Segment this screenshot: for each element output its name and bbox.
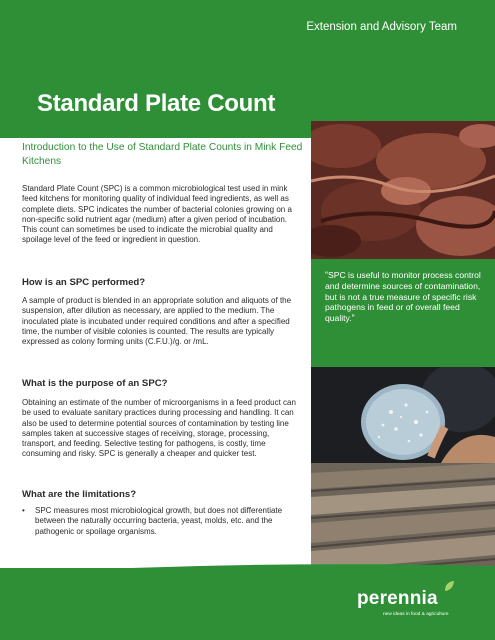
limitations-bullet-text: SPC measures most microbiological growth, but does not differentiate between the naturally occurring bacteria, yeast, molds, etc. and the pathogenic or spoilage organisms. (35, 506, 283, 536)
logo-tagline: new ideas in food & agriculture (383, 612, 449, 617)
pull-quote (325, 270, 489, 324)
heading-limitations: What are the limitations? (22, 489, 137, 500)
heading-how-performed: How is an SPC performed? (22, 277, 146, 288)
quote-open-mark: “ (325, 270, 328, 280)
paragraph-purpose: Obtaining an estimate of the number of microorganisms in a feed product can be used to evaluate sanitary practices during processing and handling. It can also be used to determine potential sources of contamination by testing line samples taken at successive stages of receiving, storage, processing, transport, and feeding. Selective testing for pathogens, is costly, time consuming and risky. SPC is generally a cheaper and quicker test. (22, 398, 296, 459)
quote-close-mark: ” (351, 313, 355, 324)
leaf-icon (443, 580, 455, 592)
intro-subtitle: Introduction to the Use of Standard Plate Counts in Mink Feed Kitchens (22, 142, 303, 167)
limitations-bullet (22, 506, 304, 537)
paragraph-spc-overview: Standard Plate Count (SPC) is a common microbiological test used in mink feed kitchens for monitoring quality of individual feed ingredients, as well as complete diets. SPC indicates the number of bacterial colonies growing on a non-specific solid nutrient agar (medium) after a given period of incubation. This count can sometimes be used to indicate the microbial quality and spoilage level of the feed or ingredient in question. (22, 184, 292, 245)
perennia-logo: perennia (357, 588, 438, 609)
page-title: Standard Plate Count (37, 90, 276, 117)
petri-dish-image (311, 367, 495, 463)
feed-photo-image (311, 121, 495, 259)
header-banner (0, 0, 495, 138)
quote-text: SPC is useful to monitor process control and determine sources of contamination, but is not a true measure of specific risk pathogens in feed or of overall feed quality. (325, 270, 481, 324)
petri-dish-photo (311, 367, 495, 463)
pull-quote-box (311, 259, 495, 367)
team-name: Extension and Advisory Team (306, 21, 457, 33)
feed-photo (311, 121, 495, 259)
paragraph-how-performed: A sample of product is blended in an appropriate solution and aliquots of the suspension, after dilution as necessary, are applied to the medium. The inoculated plate is incubated under required conditions and after a specified time, the number of visible colonies is counted. The results are typically expressed as colony forming units (C.F.U.)/g. or /mL. (22, 296, 292, 347)
bullet-dot-icon: • (22, 506, 25, 515)
heading-purpose: What is the purpose of an SPC? (22, 378, 168, 389)
